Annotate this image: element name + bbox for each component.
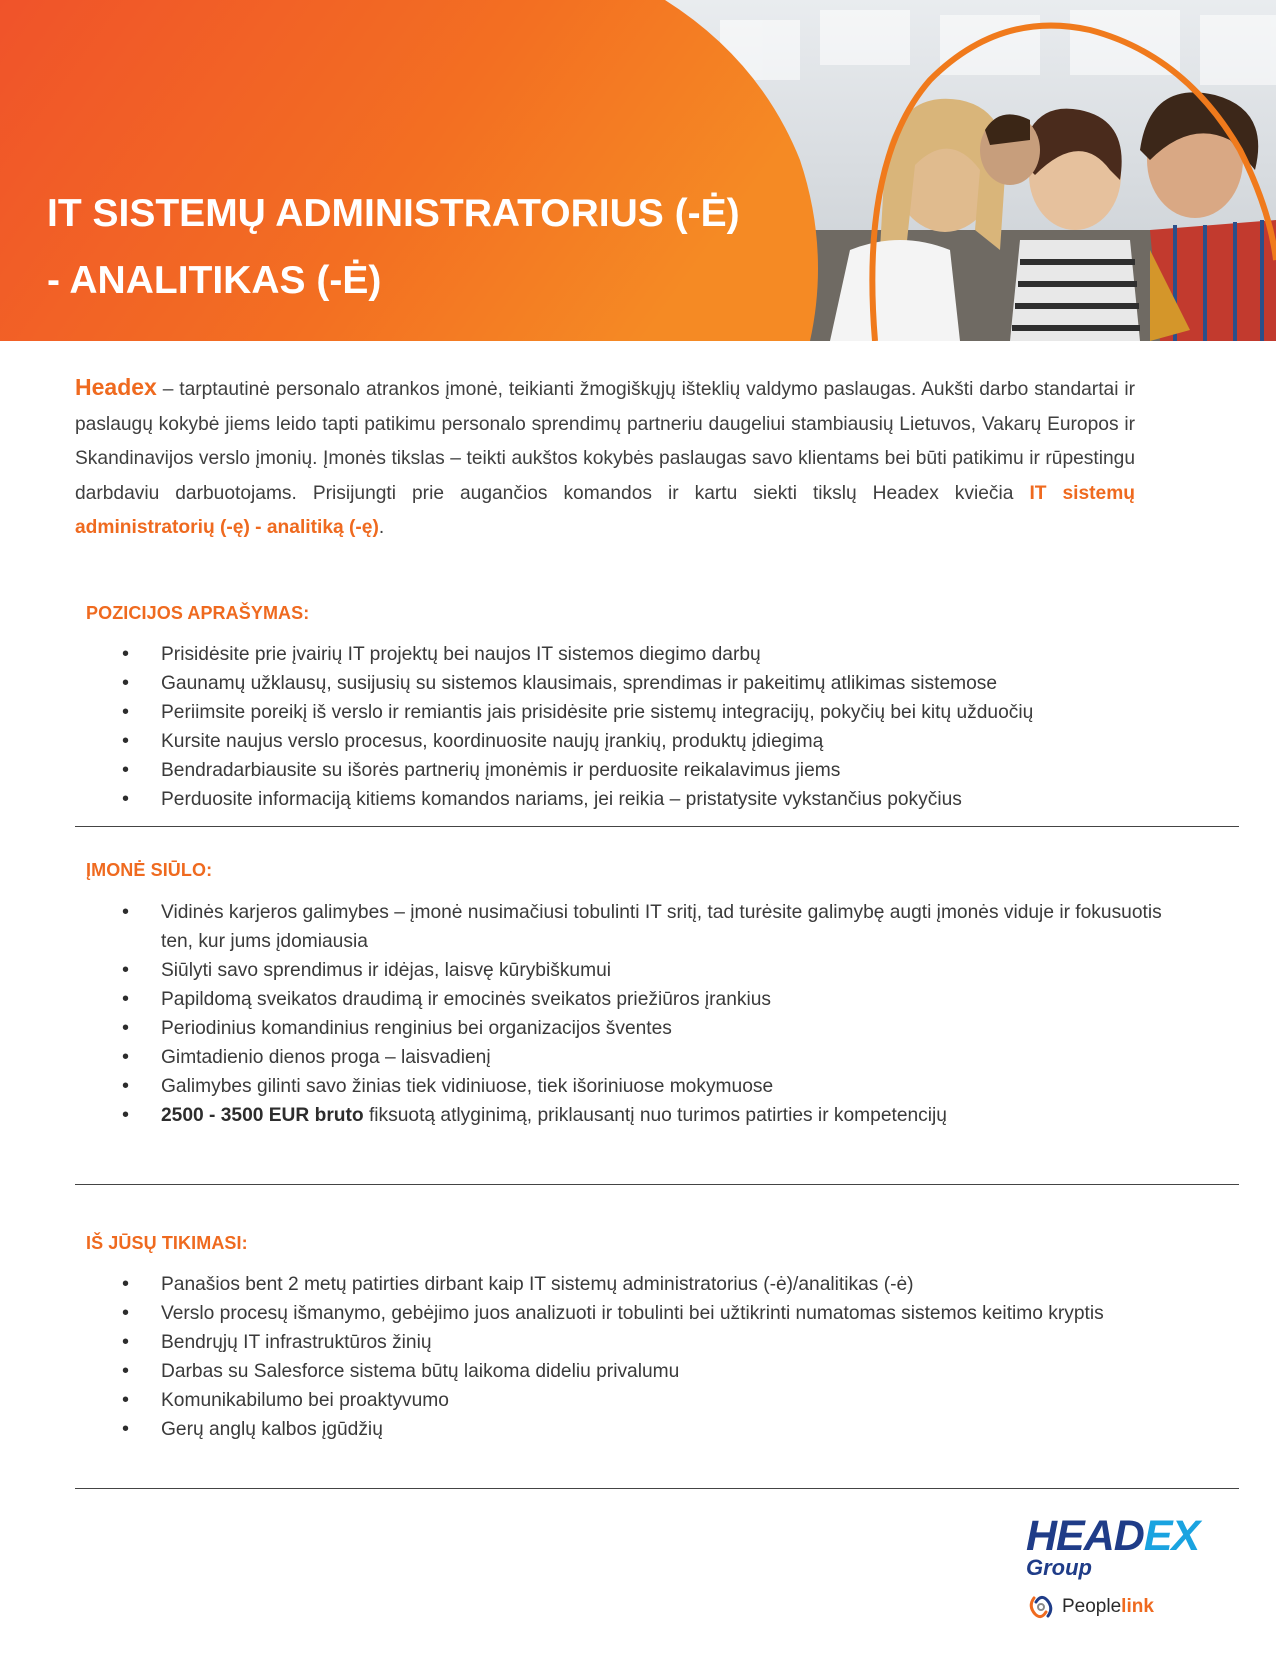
list-item: • Periimsite poreikį iš verslo ir remiantis jais prisidėsite prie sistemų integracijų, pokyčių bei kitų užduočių — [122, 698, 1222, 727]
list-item: • Vidinės karjeros galimybes – įmonė nusimačiusi tobulinti IT sritį, tad turėsite galimybę augti įmonės viduje ir fokusuotis ten, kur jums įdomiausia — [122, 898, 1182, 956]
list-item: • Periodinius komandinius renginius bei organizacijos šventes — [122, 1014, 1222, 1043]
title-line-1: IT SISTEMŲ ADMINISTRATORIUS (-Ė) — [47, 192, 740, 235]
list-item: • Bendradarbiausite su išorės partnerių įmonėmis ir perduosite reikalavimus jiems — [122, 756, 1222, 785]
hero-banner — [0, 0, 1276, 341]
title-line-2: - ANALITIKAS (-Ė) — [47, 259, 382, 302]
list-item: • Panašios bent 2 metų patirties dirbant kaip IT sistemų administratorius (-ė)/analitikas (-ė) — [122, 1270, 1222, 1299]
salary-amount: 2500 - 3500 EUR bruto — [161, 1105, 364, 1126]
list-item: • Gaunamų užklausų, susijusių su sistemos klausimais, sprendimas ir pakeitimų atlikimas sistemose — [122, 669, 1222, 698]
list-item: • Perduosite informaciją kitiems komandos nariams, jei reikia – pristatysite vykstančius pokyčius — [122, 785, 1222, 814]
list-item: • Bendrųjų IT infrastruktūros žinių — [122, 1328, 1222, 1357]
section-title-offer: ĮMONĖ SIŪLO: — [86, 860, 213, 880]
logo-peoplelink — [1026, 1592, 1154, 1622]
page-title — [47, 180, 807, 314]
expect-list — [122, 1270, 1222, 1444]
divider — [75, 1488, 1239, 1489]
divider — [75, 826, 1239, 827]
list-item: • Darbas su Salesforce sistema būtų laikoma dideliu privalumu — [122, 1357, 1222, 1386]
intro-paragraph — [75, 370, 1135, 546]
intro-brand: Headex — [75, 374, 157, 400]
position-list — [122, 640, 1222, 814]
section-title-expect: IŠ JŪSŲ TIKIMASI: — [86, 1233, 248, 1253]
headex-logo — [1020, 1512, 1230, 1632]
intro-end: . — [378, 517, 385, 538]
intro-text: – tarptautinė personalo atrankos įmonė, teikianti žmogiškųjų išteklių valdymo paslaugas. Aukšti darbo standartai ir paslaugų kokybė jiems leido tapti patikimu personalo sprendimų partneriu daugeliui stambiausių Lietuvos, Vakarų Europos ir Skandinavijos verslo įmonių. Įmonės tikslas – teikti aukštos kokybės paslaugas savo klientams bei būti patikimu ir rūpestingu darbdaviu darbuotojams. Prisijungti prie augančios komandos ir kartu siekti tikslų Headex kviečia — [75, 379, 1135, 504]
list-item: • Papildomą sveikatos draudimą ir emocinės sveikatos priežiūros įrankius — [122, 985, 1222, 1014]
offer-list — [122, 898, 1222, 1130]
list-item: • Komunikabilumo bei proaktyvumo — [122, 1386, 1222, 1415]
list-item: • Kursite naujus verslo procesus, koordinuosite naujų įrankių, produktų įdiegimą — [122, 727, 1222, 756]
list-item: • Prisidėsite prie įvairių IT projektų bei naujos IT sistemos diegimo darbų — [122, 640, 1222, 669]
list-item: • Siūlyti savo sprendimus ir idėjas, laisvę kūrybiškumui — [122, 956, 1222, 985]
list-item: • Galimybes gilinti savo žinias tiek vidiniuose, tiek išoriniuose mokymuose — [122, 1072, 1222, 1101]
list-item: • Gerų anglų kalbos įgūdžių — [122, 1415, 1222, 1444]
salary-text: fiksuotą atlyginimą, priklausantį nuo turimos patirties ir kompetencijų — [363, 1105, 947, 1126]
salary-item — [122, 1101, 1222, 1130]
logo-people: People — [1062, 1596, 1122, 1617]
logo-headex: HEADEX — [1026, 1512, 1200, 1560]
list-item: • Verslo procesų išmanymo, gebėjimo juos analizuoti ir tobulinti bei užtikrinti numatomas sistemos keitimo kryptis — [122, 1299, 1222, 1328]
list-item: • Gimtadienio dienos proga – laisvadienį — [122, 1043, 1222, 1072]
peoplelink-knot-icon — [1026, 1592, 1056, 1622]
divider — [75, 1184, 1239, 1185]
intro-highlight: IT sistemų administratorių (-ę) - analitiką (-ę) — [75, 482, 1135, 538]
logo-link: link — [1121, 1596, 1154, 1617]
section-title-position: POZICIJOS APRAŠYMAS: — [86, 603, 310, 623]
logo-group: Group — [1026, 1555, 1092, 1580]
